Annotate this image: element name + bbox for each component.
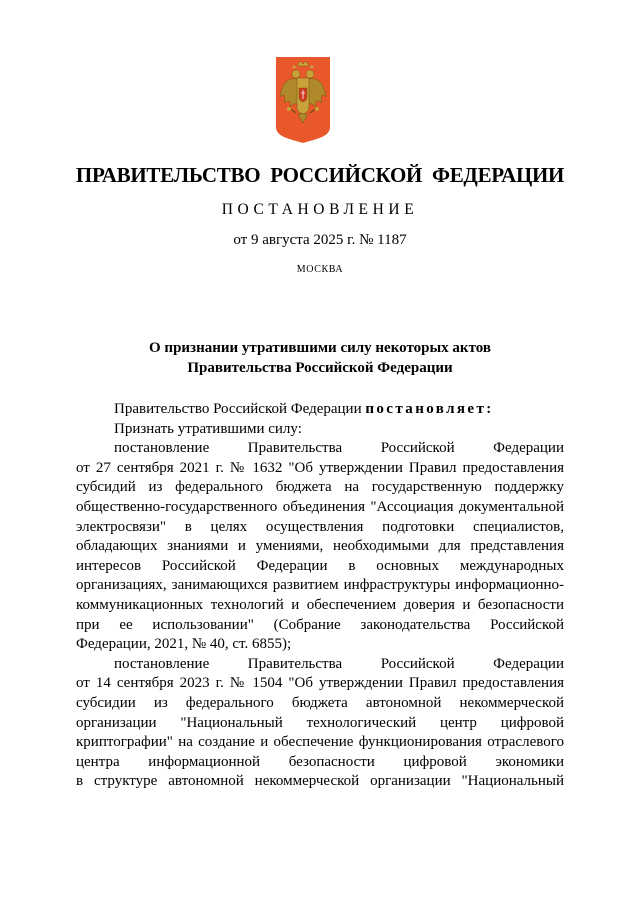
coat-of-arms-emblem: [276, 57, 330, 143]
document-city: МОСКВА: [296, 264, 344, 275]
body-line: постановление Правительства Российской Федерации: [114, 655, 564, 672]
body-line: организациях, занимающихся развитием инфраструктуры информационно-: [76, 577, 564, 594]
body-line: центра информационной безопасности цифровой экономики: [76, 753, 564, 770]
body-line: в структуре автономной некоммерческой организации "Национальный: [76, 773, 564, 790]
resolution-paragraph: [76, 400, 564, 420]
resolution-verb: постановляет:: [365, 401, 494, 417]
body-line: субсидии из федерального бюджета автономной некоммерческой: [76, 694, 564, 711]
heading-line-1: О признании утратившими силу некоторых актов: [149, 340, 491, 356]
body-line: интересов Российской Федерации в основных международных: [76, 557, 564, 574]
body-line: обладающих знаниями и умениями, необходимыми для представления: [76, 538, 564, 555]
body-line: общественно-государственного объединения "Ассоциация документальной: [76, 498, 564, 515]
body-line: организации "Национальный технологический центр цифровой: [76, 714, 564, 731]
document-type: ПОСТАНОВЛЕНИЕ: [221, 201, 419, 218]
document-heading: [90, 338, 550, 378]
body-line: субсидий из федерального бюджета на государственную поддержку: [76, 479, 564, 496]
body-line: при ее использовании" (Собрание законодательства Российской: [76, 616, 564, 633]
body-line: от 14 сентября 2023 г. № 1504 "Об утверждении Правил предоставления: [76, 675, 564, 692]
document-date-number: от 9 августа 2025 г. № 1187: [233, 232, 407, 248]
heading-line-2: Правительства Российской Федерации: [187, 360, 453, 376]
body-line: коммуникационных технологий и обеспечением доверия и безопасности: [76, 596, 564, 613]
document-body: [76, 400, 564, 792]
body-line: Федерации, 2021, № 40, ст. 6855);: [76, 636, 292, 653]
body-line: постановление Правительства Российской Федерации: [114, 440, 564, 457]
resolution-prefix: Правительство Российской Федерации: [114, 401, 366, 417]
body-line: электросвязи" в целях осуществления подготовки специалистов,: [76, 518, 564, 535]
body-line: криптографии" на создание и обеспечение функционирования отраслевого: [76, 734, 564, 751]
body-paragraph: Признать утратившими силу:: [114, 420, 302, 437]
body-line: от 27 сентября 2021 г. № 1632 "Об утверждении Правил предоставления: [76, 459, 564, 476]
government-title: ПРАВИТЕЛЬСТВО РОССИЙСКОЙ ФЕДЕРАЦИИ: [75, 163, 565, 187]
